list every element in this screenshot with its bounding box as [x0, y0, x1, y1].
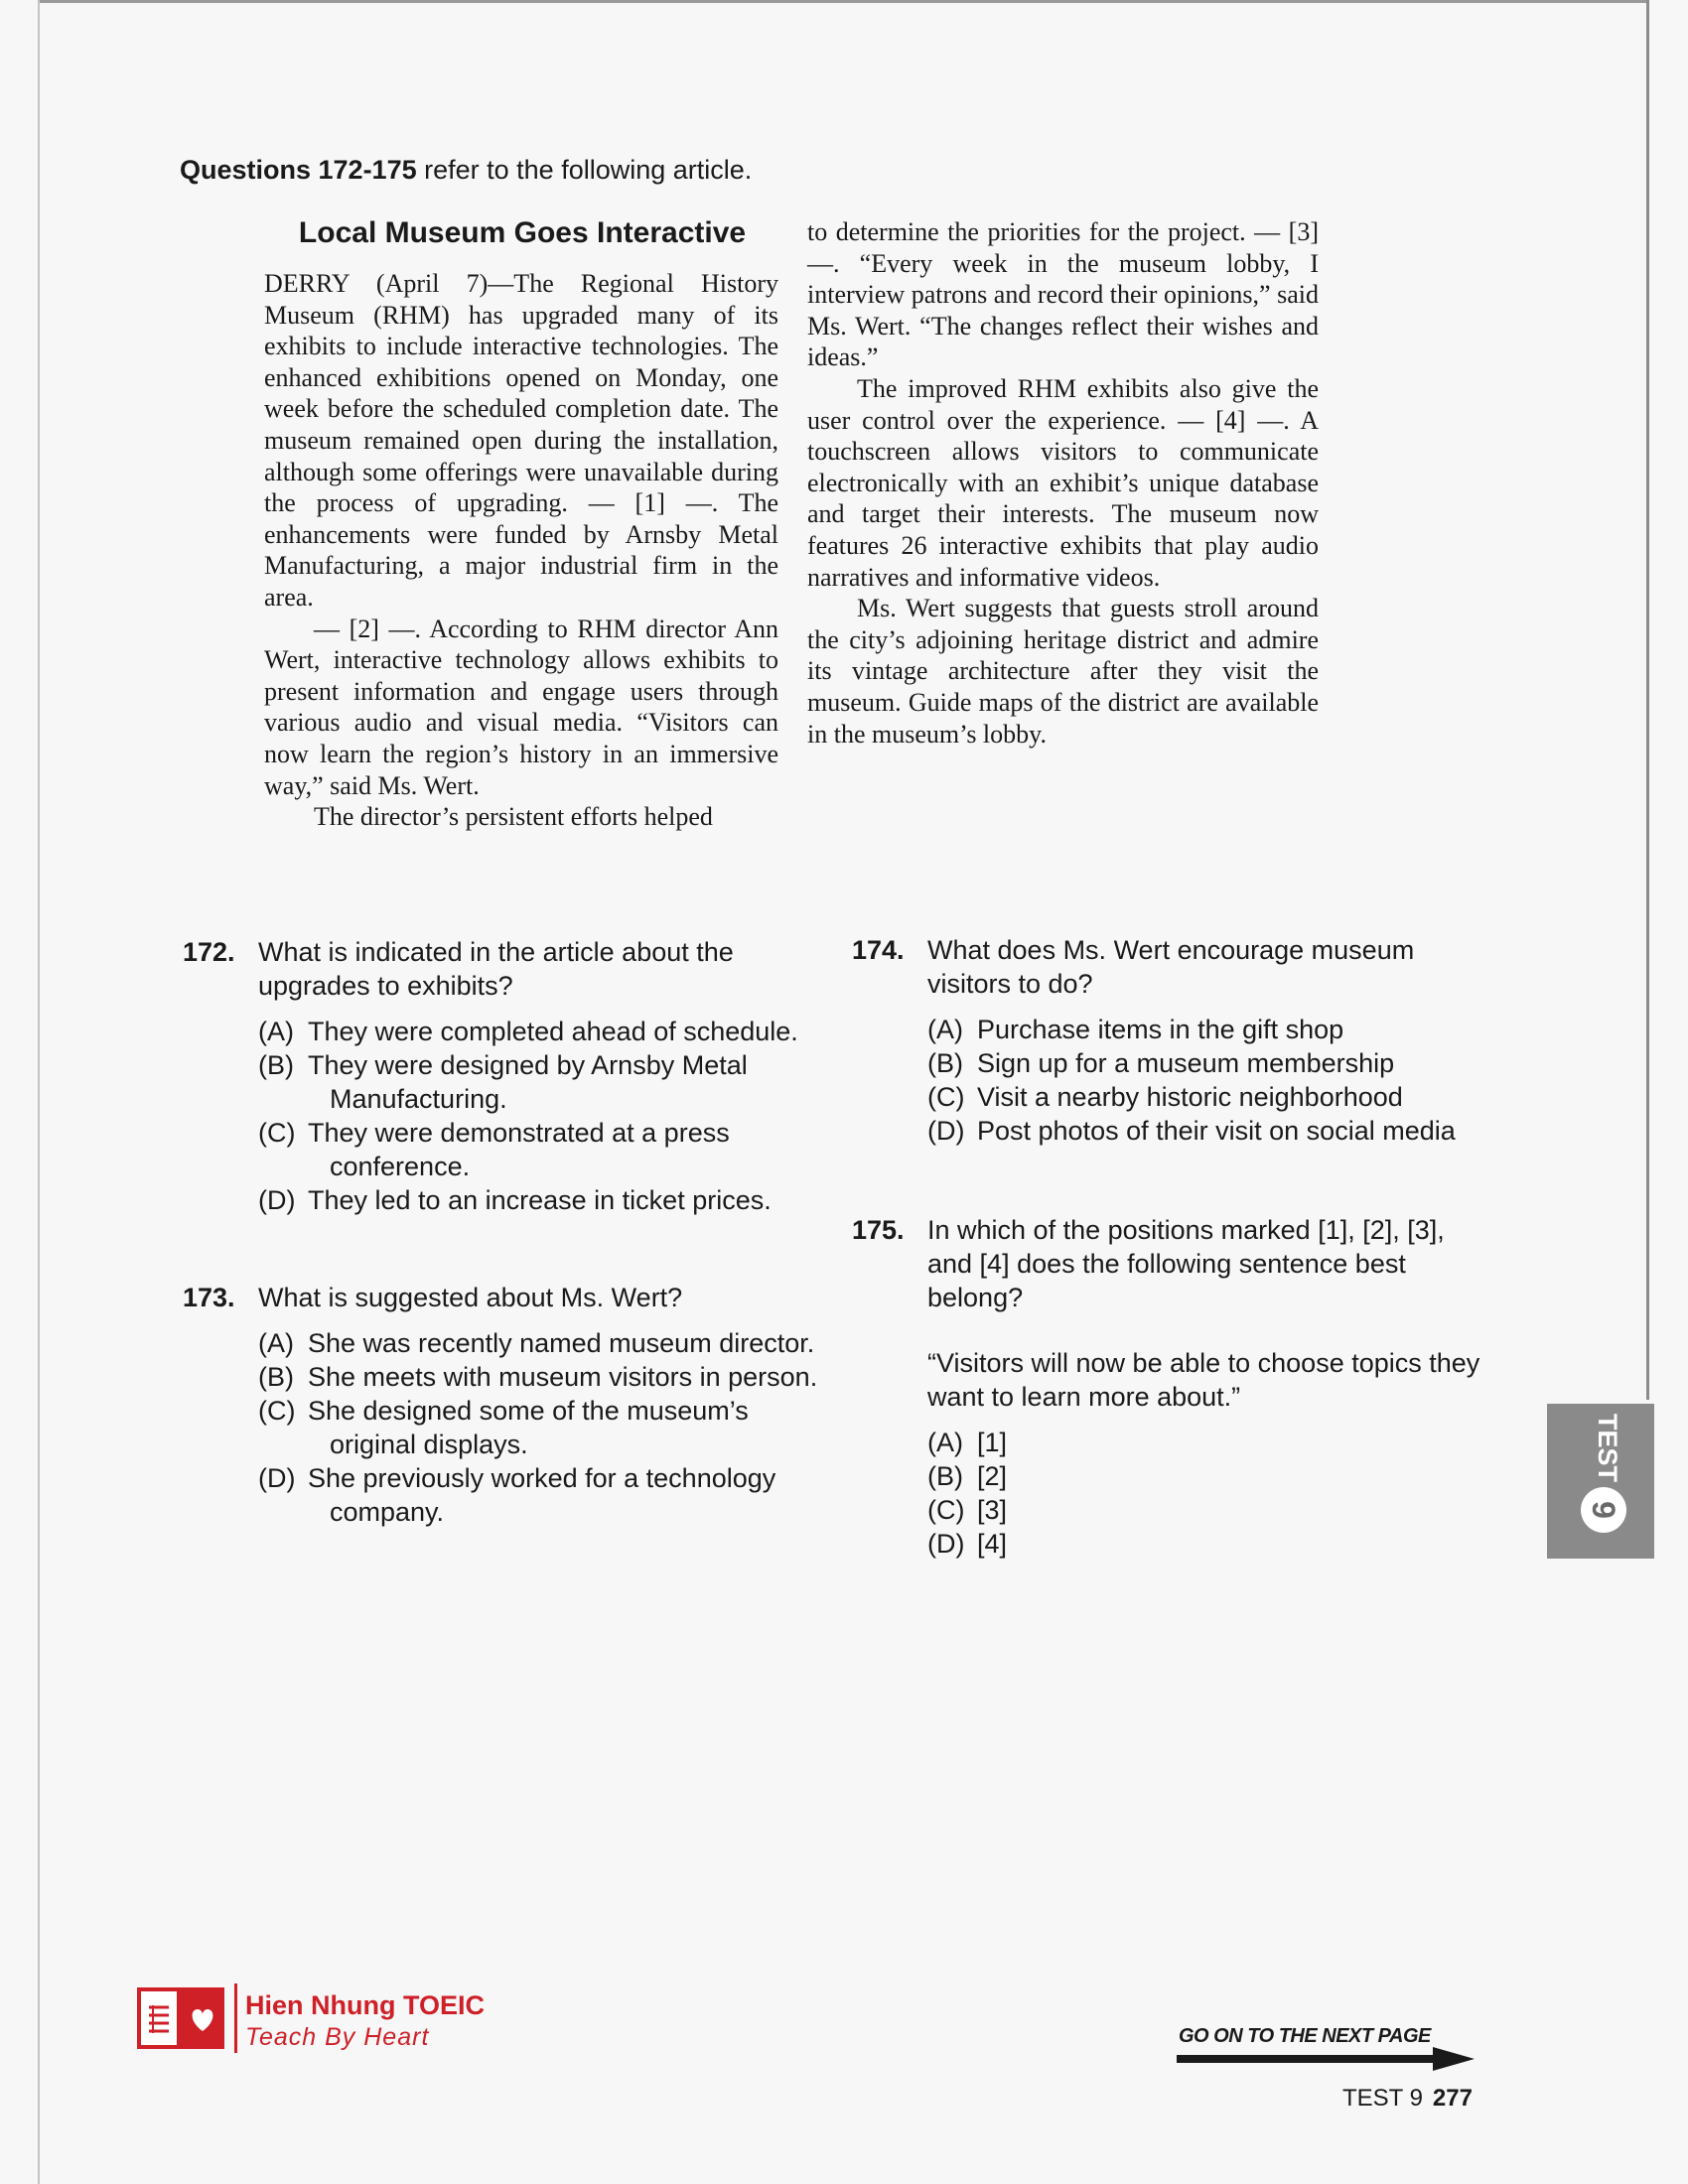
- article-paragraph: The director’s persistent efforts helped: [314, 802, 713, 832]
- answer-options: [258, 1015, 818, 1217]
- page-edge-right: [1646, 0, 1649, 1400]
- option-text: Visit a nearby historic neighborhood: [977, 1082, 1403, 1112]
- answer-option-a[interactable]: [258, 1015, 818, 1048]
- option-label: (B): [258, 1362, 294, 1392]
- side-tab-number: 9: [1581, 1487, 1626, 1533]
- question-173: [183, 1281, 818, 1529]
- question-text: What does Ms. Wert encourage museum visitors to do?: [927, 935, 1415, 999]
- logo-divider: [234, 1983, 237, 2053]
- question-text: What is suggested about Ms. Wert?: [258, 1283, 683, 1312]
- side-tab-label: TEST: [1593, 1414, 1622, 1483]
- option-text: She meets with museum visitors in person.: [308, 1362, 818, 1392]
- option-label: (B): [258, 1050, 294, 1080]
- question-175: [852, 1213, 1487, 1561]
- option-text: [4]: [977, 1529, 1008, 1559]
- answer-options: [258, 1326, 818, 1529]
- article-paragraph: to determine the priorities for the project. — [3] —. “Every week in the museum lobby, I interview patrons and record their opinions,” said Ms. Wert. “The changes reflect their wishes and ideas.”: [807, 217, 1319, 372]
- option-text: She was recently named museum director.: [308, 1328, 815, 1358]
- option-label: (D): [258, 1463, 296, 1493]
- option-label: (C): [927, 1082, 965, 1112]
- question-text: In which of the positions marked [1], [2], [3], and [4] does the following sentence best belong?: [927, 1215, 1445, 1312]
- option-label: (A): [927, 1428, 963, 1457]
- answer-option-b[interactable]: [927, 1459, 1487, 1493]
- answer-option-a[interactable]: [927, 1013, 1487, 1046]
- option-text: Post photos of their visit on social media: [977, 1116, 1456, 1146]
- option-text: She previously worked for a technology company.: [308, 1463, 776, 1527]
- question-174: [852, 933, 1487, 1148]
- answer-option-b[interactable]: [927, 1046, 1487, 1080]
- option-label: (C): [927, 1495, 965, 1525]
- page-edge-left: [38, 0, 40, 2184]
- answer-option-d[interactable]: [258, 1183, 818, 1217]
- answer-option-d[interactable]: [258, 1461, 818, 1529]
- answer-options: [927, 1013, 1487, 1148]
- question-172: [183, 935, 818, 1217]
- arrow-right-icon: [1177, 2047, 1475, 2071]
- question-text: What is indicated in the article about the upgrades to exhibits?: [258, 937, 734, 1001]
- option-label: (A): [258, 1017, 294, 1046]
- answer-option-a[interactable]: [258, 1326, 818, 1360]
- article-paragraph: The improved RHM exhibits also give the user control over the experience. — [4] —. A touchscreen allows visitors to communicate electronically with an exhibit’s unique database and target their interests. The museum now features 26 interactive exhibits that play audio narratives and informative videos.: [807, 373, 1319, 592]
- article-paragraph: — [2] —. According to RHM director Ann Wert, interactive technology allows exhibits to present information and engage users through various audio and visual media. “Visitors can now learn the region’s history in an immersive way,” said Ms. Wert.: [264, 614, 778, 800]
- option-label: (D): [927, 1529, 965, 1559]
- option-text: [2]: [977, 1461, 1008, 1491]
- logo-title: Hien Nhung TOEIC: [245, 1990, 485, 2020]
- answer-option-d[interactable]: [927, 1114, 1487, 1148]
- book-heart-logo-icon: [137, 1983, 226, 2053]
- page-edge-top: [38, 0, 1646, 3]
- answer-option-c[interactable]: [258, 1116, 818, 1183]
- option-text: They were designed by Arnsby Metal Manufacturing.: [308, 1050, 748, 1114]
- questions-intro: [180, 155, 752, 186]
- option-label: (C): [258, 1118, 296, 1148]
- article-title: Local Museum Goes Interactive: [298, 216, 747, 249]
- article-column-left: [264, 268, 778, 833]
- quoted-sentence: “Visitors will now be able to choose topics they want to learn more about.”: [927, 1348, 1480, 1412]
- answer-option-c[interactable]: [927, 1080, 1487, 1114]
- option-label: (B): [927, 1048, 963, 1078]
- answer-option-b[interactable]: [258, 1048, 818, 1116]
- footer-test-label: TEST 9: [1342, 2085, 1423, 2112]
- option-label: (C): [258, 1396, 296, 1426]
- option-text: She designed some of the museum’s original displays.: [308, 1396, 749, 1459]
- option-text: Purchase items in the gift shop: [977, 1015, 1344, 1044]
- intro-text: refer to the following article.: [416, 155, 753, 185]
- question-number: 173.: [183, 1283, 235, 1312]
- question-number: 172.: [183, 937, 235, 967]
- option-label: (B): [927, 1461, 963, 1491]
- page-footer: [1342, 2085, 1473, 2113]
- answer-option-a[interactable]: [927, 1426, 1487, 1459]
- answer-option-b[interactable]: [258, 1360, 818, 1394]
- option-label: (D): [258, 1185, 296, 1215]
- logo-subtitle: Teach By Heart: [245, 2023, 430, 2051]
- answer-options: [927, 1426, 1487, 1561]
- option-label: (A): [927, 1015, 963, 1044]
- test-side-tab: [1547, 1404, 1654, 1559]
- article-paragraph: Ms. Wert suggests that guests stroll around the city’s adjoining heritage district and admire its vintage architecture after they visit the museum. Guide maps of the district are available in the museum’s lobby.: [807, 594, 1319, 749]
- questions-range: Questions 172-175: [180, 155, 417, 185]
- option-label: (A): [258, 1328, 294, 1358]
- answer-option-c[interactable]: [927, 1493, 1487, 1527]
- answer-option-c[interactable]: [258, 1394, 818, 1461]
- go-to-next-page-label: GO ON TO THE NEXT PAGE: [1179, 2025, 1431, 2047]
- option-text: They led to an increase in ticket prices.: [308, 1185, 772, 1215]
- question-number: 174.: [852, 935, 905, 965]
- option-label: (D): [927, 1116, 965, 1146]
- question-number: 175.: [852, 1215, 905, 1245]
- option-text: [3]: [977, 1495, 1008, 1525]
- article-column-right: [807, 216, 1319, 750]
- page-number: 277: [1432, 2085, 1473, 2112]
- option-text: [1]: [977, 1428, 1008, 1457]
- option-text: They were demonstrated at a press conference.: [308, 1118, 730, 1181]
- article-paragraph: DERRY (April 7)—The Regional History Museum (RHM) has upgraded many of its exhibits to include interactive technologies. The enhanced exhibitions opened on Monday, one week before the scheduled completion date. The museum remained open during the installation, although some offerings were unavailable during the process of upgrading. — [1] —. The enhancements were funded by Arnsby Metal Manufacturing, a major industrial firm in the area.: [264, 269, 778, 612]
- option-text: Sign up for a museum membership: [977, 1048, 1395, 1078]
- answer-option-d[interactable]: [927, 1527, 1487, 1561]
- option-text: They were completed ahead of schedule.: [308, 1017, 798, 1046]
